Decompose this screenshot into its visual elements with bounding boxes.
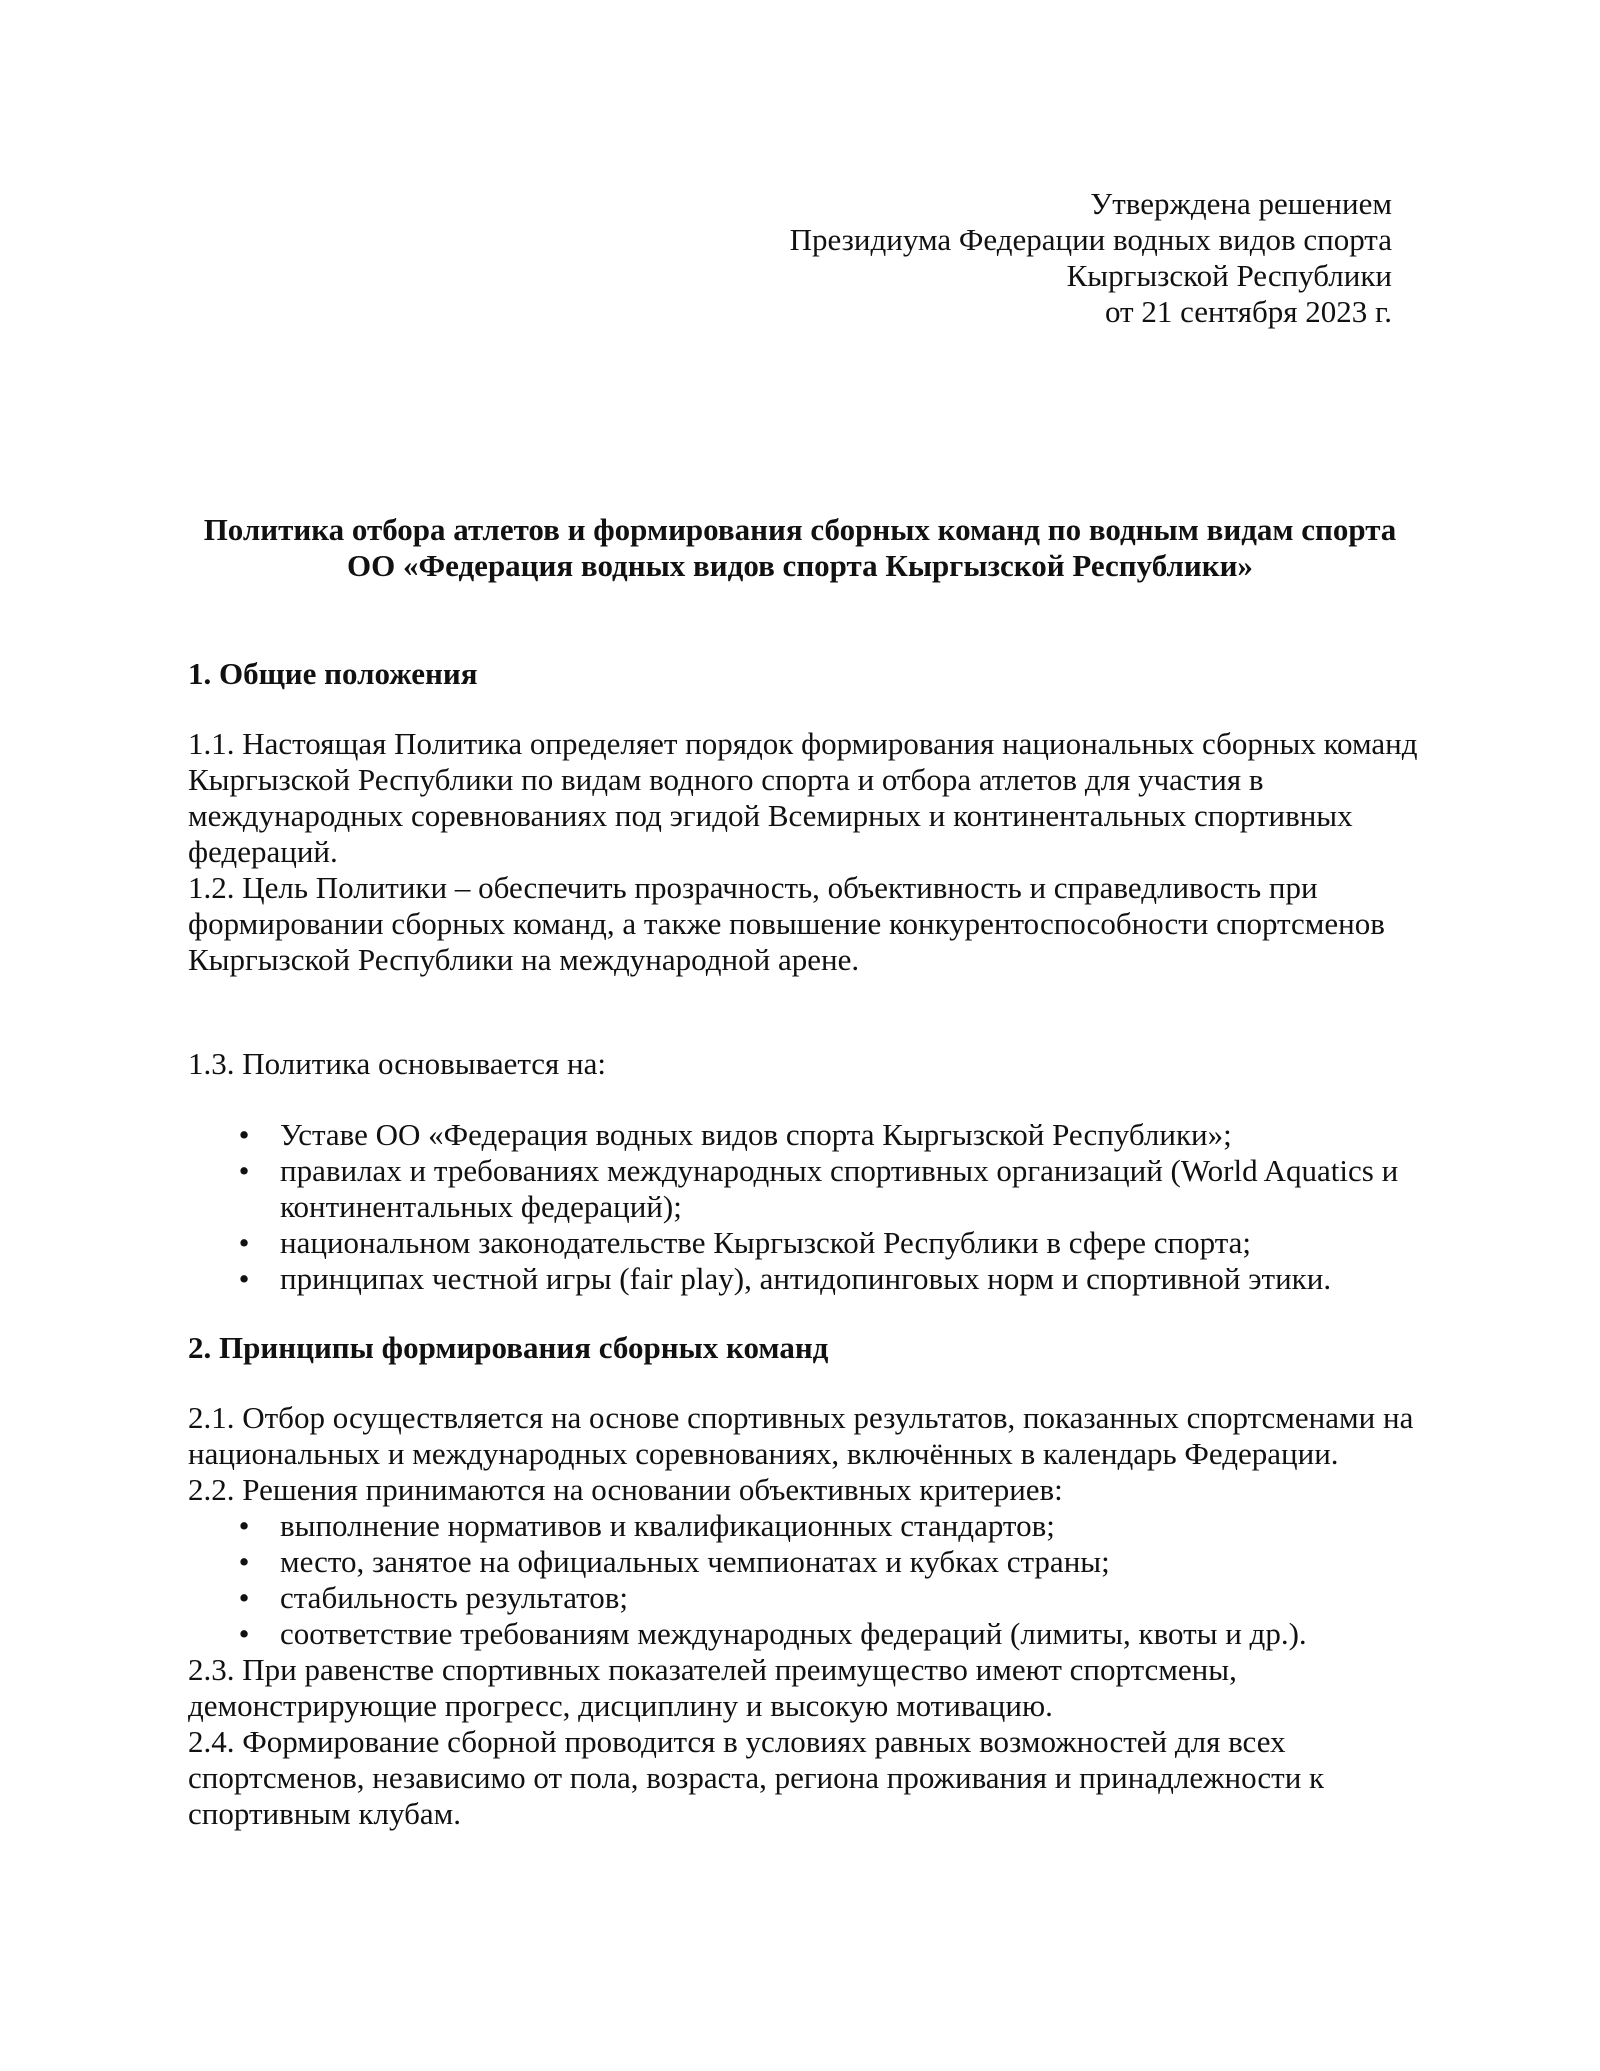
paragraph-1-3: 1.3. Политика основывается на: bbox=[188, 1046, 607, 1081]
approval-line-4: от 21 сентября 2023 г. bbox=[1104, 294, 1392, 329]
list-item: • правилах и требованиях международных спортивных организаций (World Aquatics и континентальных федераций); bbox=[188, 1153, 1428, 1225]
list-item: • принципах честной игры (fair play), антидопинговых норм и спортивной этики. bbox=[188, 1261, 1428, 1297]
bullet-icon: • bbox=[238, 1508, 250, 1543]
bullet-icon: • bbox=[238, 1153, 250, 1188]
section-1-heading: 1. Общие положения bbox=[188, 656, 478, 691]
bullet-icon: • bbox=[238, 1544, 250, 1579]
criteria-list bbox=[188, 1508, 1418, 1652]
section-1-3 bbox=[188, 1046, 1418, 1082]
section-2-heading: 2. Принципы формирования сборных команд bbox=[188, 1330, 829, 1365]
bullet-icon: • bbox=[238, 1225, 250, 1260]
approval-line-3: Кыргызской Республики bbox=[1066, 258, 1392, 293]
bullet-icon: • bbox=[238, 1117, 250, 1152]
paragraph-1-2: 1.2. Цель Политики – обеспечить прозрачность, объективность и справедливость при формировании сборных команд, а также повышение конкурентоспособности спортсменов Кыргызской Республики на международной арене. bbox=[188, 870, 1385, 977]
paragraph-2-2: 2.2. Решения принимаются на основании объективных критериев: bbox=[188, 1472, 1063, 1507]
approval-line-1: Утверждена решением bbox=[1090, 186, 1392, 221]
list-item: • стабильность результатов; bbox=[188, 1580, 1418, 1616]
list-item: • соответствие требованиям международных федераций (лимиты, квоты и др.). bbox=[188, 1616, 1418, 1652]
section-1-paragraphs bbox=[188, 726, 1418, 978]
paragraph-2-4: 2.4. Формирование сборной проводится в условиях равных возможностей для всех спортсменов, независимо от пола, возраста, региона проживания и принадлежности к спортивным клубам. bbox=[188, 1724, 1325, 1831]
paragraph-2-1: 2.1. Отбор осуществляется на основе спортивных результатов, показанных спортсменами на национальных и международных соревнованиях, включённых в календарь Федерации. bbox=[188, 1400, 1414, 1471]
title-line-2: ОО «Федерация водных видов спорта Кыргызской Республики» bbox=[347, 548, 1253, 583]
list-item: • Уставе ОО «Федерация водных видов спорта Кыргызской Республики»; bbox=[188, 1117, 1428, 1153]
list-item: • место, занятое на официальных чемпионатах и кубках страны; bbox=[188, 1544, 1418, 1580]
approval-block bbox=[790, 186, 1392, 330]
bullet-icon: • bbox=[238, 1580, 250, 1615]
section-1-bullets bbox=[188, 1117, 1428, 1297]
paragraph-1-1: 1.1. Настоящая Политика определяет порядок формирования национальных сборных команд Кыргызской Республики по видам водного спорта и отбора атлетов для участия в международных соревнованиях под эгидой Всемирных и континентальных спортивных федераций. bbox=[188, 726, 1418, 869]
section-2-body bbox=[188, 1400, 1418, 1832]
approval-line-2: Президиума Федерации водных видов спорта bbox=[789, 222, 1392, 257]
bullet-icon: • bbox=[238, 1616, 250, 1651]
section-2 bbox=[188, 1330, 1418, 1366]
list-item: • выполнение нормативов и квалификационных стандартов; bbox=[188, 1508, 1418, 1544]
paragraph-2-3: 2.3. При равенстве спортивных показателей преимущество имеют спортсмены, демонстрирующие прогресс, дисциплину и высокую мотивацию. bbox=[188, 1652, 1237, 1723]
section-1 bbox=[188, 656, 1418, 692]
list-item: • национальном законодательстве Кыргызской Республики в сфере спорта; bbox=[188, 1225, 1428, 1261]
bullet-icon: • bbox=[238, 1261, 250, 1296]
basis-list bbox=[188, 1117, 1428, 1297]
document-title bbox=[0, 512, 1600, 584]
title-line-1: Политика отбора атлетов и формирования сборных команд по водным видам спорта bbox=[203, 512, 1397, 547]
